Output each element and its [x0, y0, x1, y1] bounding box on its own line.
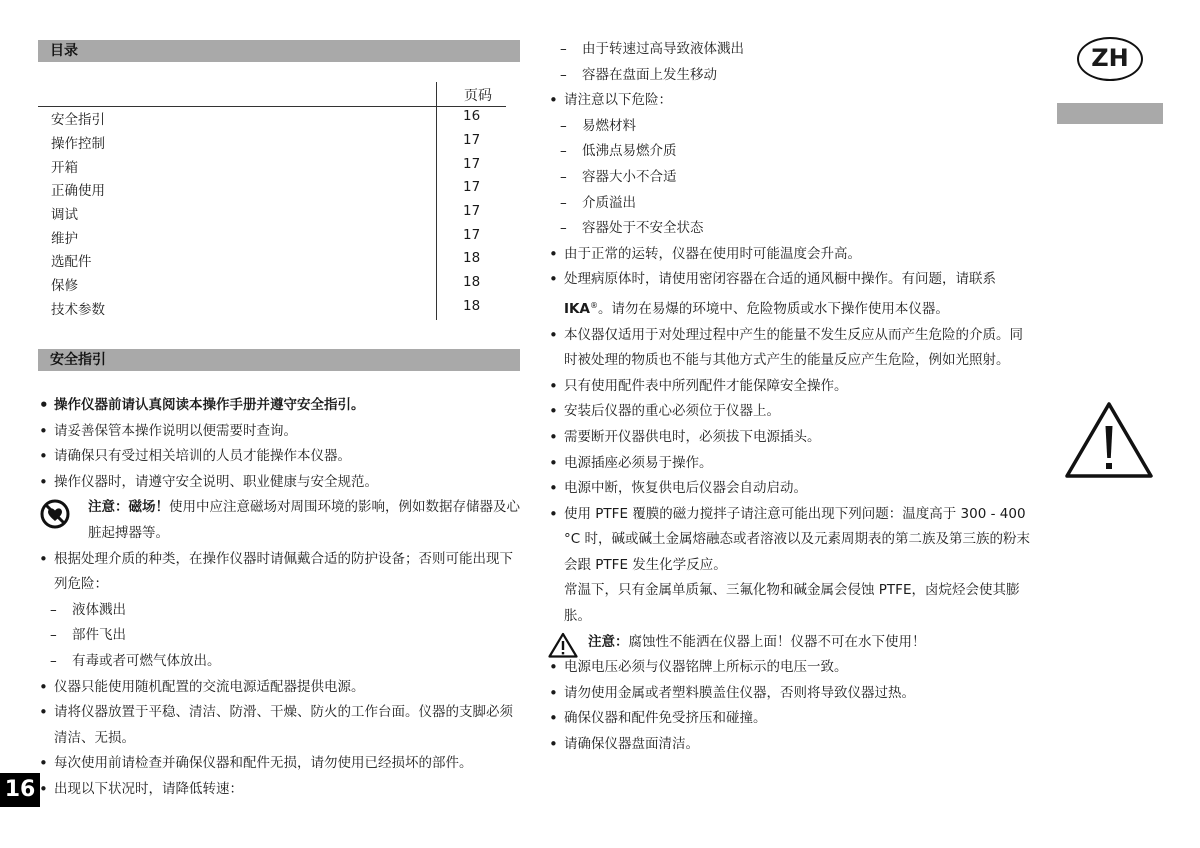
- toc-row-page: 17: [463, 227, 481, 243]
- dash-item: – 液体溅出: [38, 598, 522, 624]
- safety-title: 安全指引: [50, 352, 106, 368]
- dash-item: – 有毒或者可燃气体放出。: [38, 649, 522, 675]
- registered-mark: ®: [589, 300, 598, 310]
- list-item: • 电源中断，恢复供电后仪器会自动启动。: [548, 476, 1032, 502]
- caution-triangle-icon: [548, 632, 578, 658]
- list-item: • 只有使用配件表中所列配件才能保障安全操作。: [548, 374, 1032, 400]
- list-item: [548, 267, 1032, 322]
- list-item: • 本仪器仅适用于对处理过程中产生的能量不发生反应从而产生危险的介质。同时被处理的物质也不能与其他方式产生的能量反应产生危险，例如光照射。: [548, 323, 1032, 374]
- list-item: • 请注意以下危险：: [548, 88, 1032, 114]
- list-item: • 电源插座必须易于操作。: [548, 451, 1032, 477]
- dash-item: – 部件飞出: [38, 623, 522, 649]
- dash-item: – 介质溢出: [548, 191, 1032, 217]
- page-number: 16: [0, 773, 40, 807]
- toc-row-page: 17: [463, 156, 481, 172]
- list-item: • 请确保仪器盘面清洁。: [548, 732, 1032, 758]
- toc-row-title: 保修: [51, 278, 78, 294]
- list-item: • 每次使用前请检查并确保仪器和配件无损，请勿使用已经损坏的部件。: [38, 751, 522, 777]
- list-item: • 操作仪器时，请遵守安全说明、职业健康与安全规范。: [38, 470, 522, 496]
- toc-row-page: 17: [463, 179, 481, 195]
- toc-row-page: 18: [463, 274, 481, 290]
- dash-item: – 低沸点易燃介质: [548, 139, 1032, 165]
- list-item: • 根据处理介质的种类，在操作仪器时请佩戴合适的防护设备；否则可能出现下列危险：: [38, 547, 522, 598]
- list-item: • 安装后仪器的重心必须位于仪器上。: [548, 399, 1032, 425]
- safety-title-bar: [38, 349, 520, 371]
- toc-row-page: 17: [463, 203, 481, 219]
- magnet-note-label: 注意：磁场！: [88, 499, 169, 516]
- list-item: • 请将仪器放置于平稳、清洁、防滑、干燥、防火的工作台面。仪器的支脚必须清洁、无损。: [38, 700, 522, 751]
- toc-row[interactable]: [38, 132, 508, 156]
- toc-row[interactable]: [38, 250, 508, 274]
- list-item: • 电源电压必须与仪器铭牌上所标示的电压一致。: [548, 655, 1032, 681]
- toc-title-bar: [38, 40, 520, 62]
- toc-row[interactable]: [38, 298, 508, 322]
- language-badge: ZH: [1077, 37, 1143, 81]
- toc-row-page: 18: [463, 298, 481, 314]
- toc-row[interactable]: [38, 203, 508, 227]
- toc-row-title: 调试: [51, 207, 78, 223]
- list-item: • 请妥善保管本操作说明以便需要时查询。: [38, 419, 522, 445]
- corrosive-note: [548, 630, 1032, 656]
- magnet-note-text: 使用中应注意磁场对周围环境的影响，例如数据存储器及心脏起搏器等。: [88, 499, 520, 541]
- dash-item: – 容器大小不合适: [548, 165, 1032, 191]
- corrosive-note-text: 腐蚀性不能洒在仪器上面！仪器不可在水下使用！: [628, 633, 926, 650]
- ptfe-paragraph: 常温下，只有金属单质氟、三氟化物和碱金属会侵蚀 PTFE，卤烷烃会使其膨胀。: [564, 582, 1020, 625]
- brand-name: IKA: [564, 300, 590, 317]
- toc-row[interactable]: [38, 227, 508, 251]
- toc-row-title: 选配件: [51, 254, 92, 270]
- toc-row[interactable]: [38, 108, 508, 132]
- toc-row-title: 技术参数: [51, 302, 105, 318]
- toc-row[interactable]: [38, 179, 508, 203]
- list-item: • 请勿使用金属或者塑料膜盖住仪器，否则将导致仪器过热。: [548, 681, 1032, 707]
- list-item: • 出现以下状况时，请降低转速：: [38, 777, 522, 803]
- dash-item: – 易燃材料: [548, 114, 1032, 140]
- dash-item: – 容器处于不安全状态: [548, 216, 1032, 242]
- list-item: • 仪器只能使用随机配置的交流电源适配器提供电源。: [38, 675, 522, 701]
- toc-row[interactable]: [38, 156, 508, 180]
- pathogen-text-b: 。请勿在易爆的环境中、危险物质或水下操作使用本仪器。: [597, 300, 949, 317]
- toc-divider-horizontal: [38, 106, 506, 107]
- list-item: • 确保仪器和配件免受挤压和碰撞。: [548, 706, 1032, 732]
- magnet-warning-icon: [40, 499, 70, 529]
- toc-row-title: 操作控制: [51, 136, 105, 152]
- list-item: • 由于正常的运转，仪器在使用时可能温度会升高。: [548, 242, 1032, 268]
- pathogen-text-a: 处理病原体时，请使用密闭容器在合适的通风橱中操作。有问题，请联系: [564, 271, 996, 288]
- list-item: • 操作仪器前请认真阅读本操作手册并遵守安全指引。: [38, 393, 522, 419]
- large-warning-icon: [1063, 400, 1155, 480]
- toc-page-header: 页码: [464, 88, 492, 104]
- toc-row-page: 18: [463, 250, 481, 266]
- toc-row-page: 16: [463, 108, 481, 124]
- list-item: • 请确保只有受过相关培训的人员才能操作本仪器。: [38, 444, 522, 470]
- list-item: • 使用 PTFE 覆膜的磁力搅拌子请注意可能出现下列问题：温度高于 300 - 400 °C 时，碱或碱土金属熔融态或者溶液以及元素周期表的第二族及第三族的粉末会跟 PTFE 发生化学反应。: [548, 502, 1032, 579]
- list-item: • 需要断开仪器供电时，必须拔下电源插头。: [548, 425, 1032, 451]
- corrosive-note-label: 注意：: [588, 633, 629, 650]
- toc-title: 目录: [50, 43, 78, 59]
- dash-item: – 容器在盘面上发生移动: [548, 63, 1032, 89]
- toc-row-title: 开箱: [51, 160, 78, 176]
- safety-left-column: [38, 393, 522, 803]
- safety-right-column: [548, 37, 1032, 758]
- side-tab-bar: [1057, 103, 1163, 124]
- toc-row-page: 17: [463, 132, 481, 148]
- magnet-note: [38, 495, 522, 546]
- toc-row-title: 维护: [51, 231, 78, 247]
- toc-row-title: 安全指引: [51, 112, 105, 128]
- toc-row[interactable]: [38, 274, 508, 298]
- toc-row-title: 正确使用: [51, 183, 105, 199]
- dash-item: – 由于转速过高导致液体溅出: [548, 37, 1032, 63]
